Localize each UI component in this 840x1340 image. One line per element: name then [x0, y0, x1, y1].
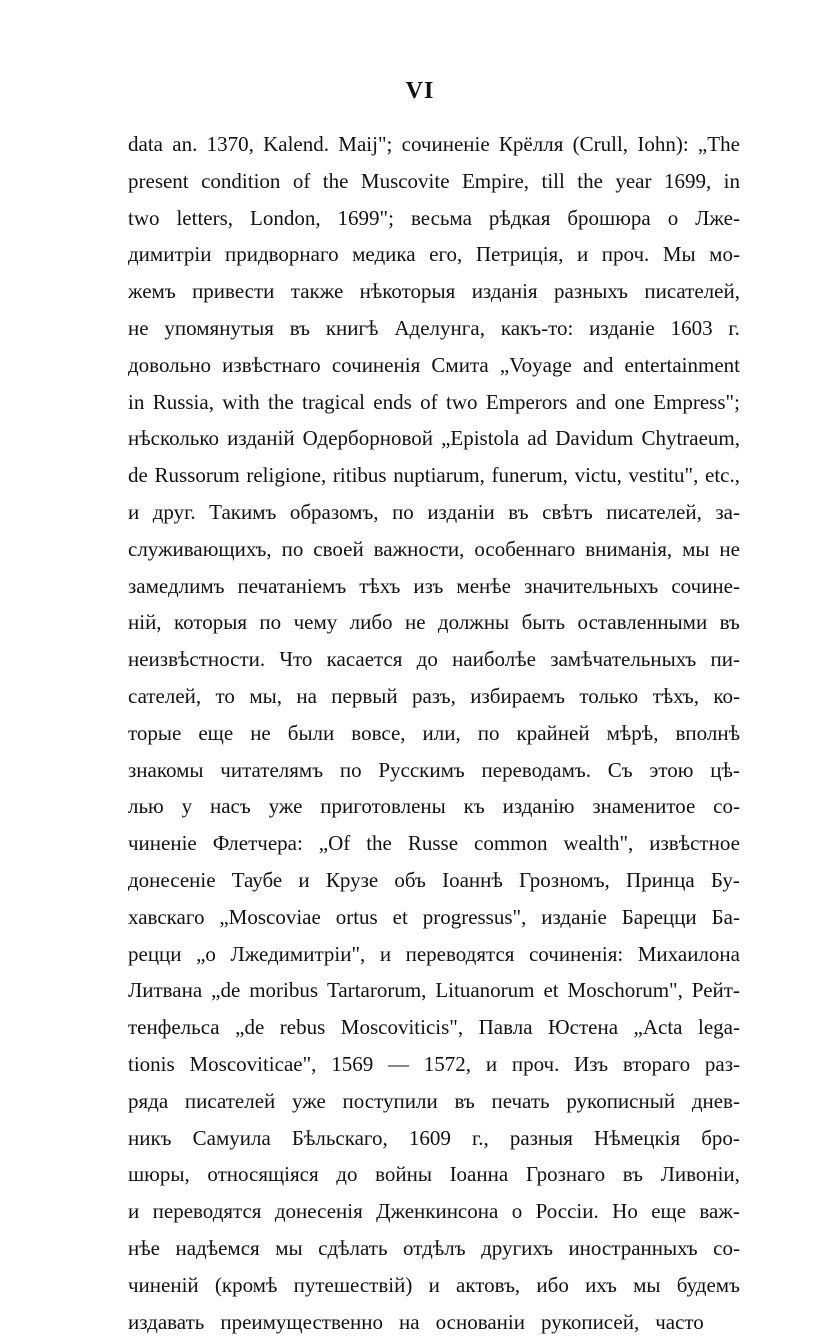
text-line: неизвѣстности. Что касается до наиболѣе замѣчательныхъ пи- — [128, 641, 740, 678]
text-line: ряда писателей уже поступили въ печать рукописный днев- — [128, 1083, 740, 1120]
text-line: торые еще не были вовсе, или, по крайней мѣрѣ, вполнѣ — [128, 715, 740, 752]
text-line: жемъ привести также нѣкоторыя изданія разныхъ писателей, — [128, 273, 740, 310]
text-line: in Russia, with the tragical ends of two Emperors and one Empress"; — [128, 384, 740, 421]
page-number: VI — [0, 78, 840, 105]
text-line: донесеніе Таубе и Крузе объ Іоаннѣ Грозномъ, Принца Бу- — [128, 862, 740, 899]
text-line: present condition of the Muscovite Empire, till the year 1699, in — [128, 163, 740, 200]
text-line: не упомянутыя въ книгѣ Аделунга, какъ-то: изданіе 1603 г. — [128, 310, 740, 347]
text-line: two letters, London, 1699"; весьма рѣдкая брошюра о Лже- — [128, 200, 740, 237]
text-line: чиненій (кромѣ путешествій) и актовъ, ибо ихъ мы будемъ — [128, 1267, 740, 1304]
text-line: шюры, относящіяся до войны Іоанна Грознаго въ Ливоніи, — [128, 1156, 740, 1193]
text-line: чиненіе Флетчера: „Of the Russe common wealth", извѣстное — [128, 825, 740, 862]
text-line: ній, которыя по чему либо не должны быть оставленными въ — [128, 604, 740, 641]
text-line: рецци „о Лжедимитріи", и переводятся сочиненія: Михаилона — [128, 936, 740, 973]
text-line: нѣе надѣемся мы сдѣлать отдѣлъ другихъ иностранныхъ со- — [128, 1230, 740, 1267]
text-line: нѣсколько изданій Одерборновой „Epistola ad Davidum Chytraeum, — [128, 420, 740, 457]
text-line: Литвана „de moribus Tartarorum, Lituanorum et Moschorum", Рейт- — [128, 972, 740, 1009]
text-line: и друг. Такимъ образомъ, по изданіи въ свѣтъ писателей, за- — [128, 494, 740, 531]
text-line: димитріи придворнаго медика его, Петриція, и проч. Мы мо- — [128, 236, 740, 273]
text-line: и переводятся донесенія Дженкинсона о Россіи. Но еще важ- — [128, 1193, 740, 1230]
text-line: de Russorum religione, ritibus nuptiarum, funerum, victu, vestitu", etc., — [128, 457, 740, 494]
text-line: замедлимъ печатаніемъ тѣхъ изъ менѣе значительныхъ сочине- — [128, 568, 740, 605]
text-line: довольно извѣстнаго сочиненія Смита „Voyage and entertainment — [128, 347, 740, 384]
text-line: сателей, то мы, на первый разъ, избираемъ только тѣхъ, ко- — [128, 678, 740, 715]
text-line: никъ Самуила Бѣльскаго, 1609 г., разныя Нѣмецкія бро- — [128, 1120, 740, 1157]
text-line: служивающихъ, по своей важности, особеннаго вниманія, мы не — [128, 531, 740, 568]
text-line: хавскаго „Moscoviae ortus et progressus", изданіе Барецци Ба- — [128, 899, 740, 936]
body-text — [128, 126, 740, 1340]
text-line: издавать преимущественно на основаніи рукописей, часто — [128, 1304, 740, 1340]
text-line: тенфельса „de rebus Moscoviticis", Павла Юстена „Acta lega- — [128, 1009, 740, 1046]
text-line: tionis Moscoviticae", 1569 — 1572, и проч. Изъ втораго раз- — [128, 1046, 740, 1083]
text-line: data an. 1370, Kalend. Maij"; сочиненіе Крёлля (Crull, Iohn): „The — [128, 126, 740, 163]
text-line: знакомы читателямъ по Русскимъ переводамъ. Съ этою цѣ- — [128, 752, 740, 789]
text-line: лью у насъ уже приготовлены къ изданію знаменитое со- — [128, 788, 740, 825]
